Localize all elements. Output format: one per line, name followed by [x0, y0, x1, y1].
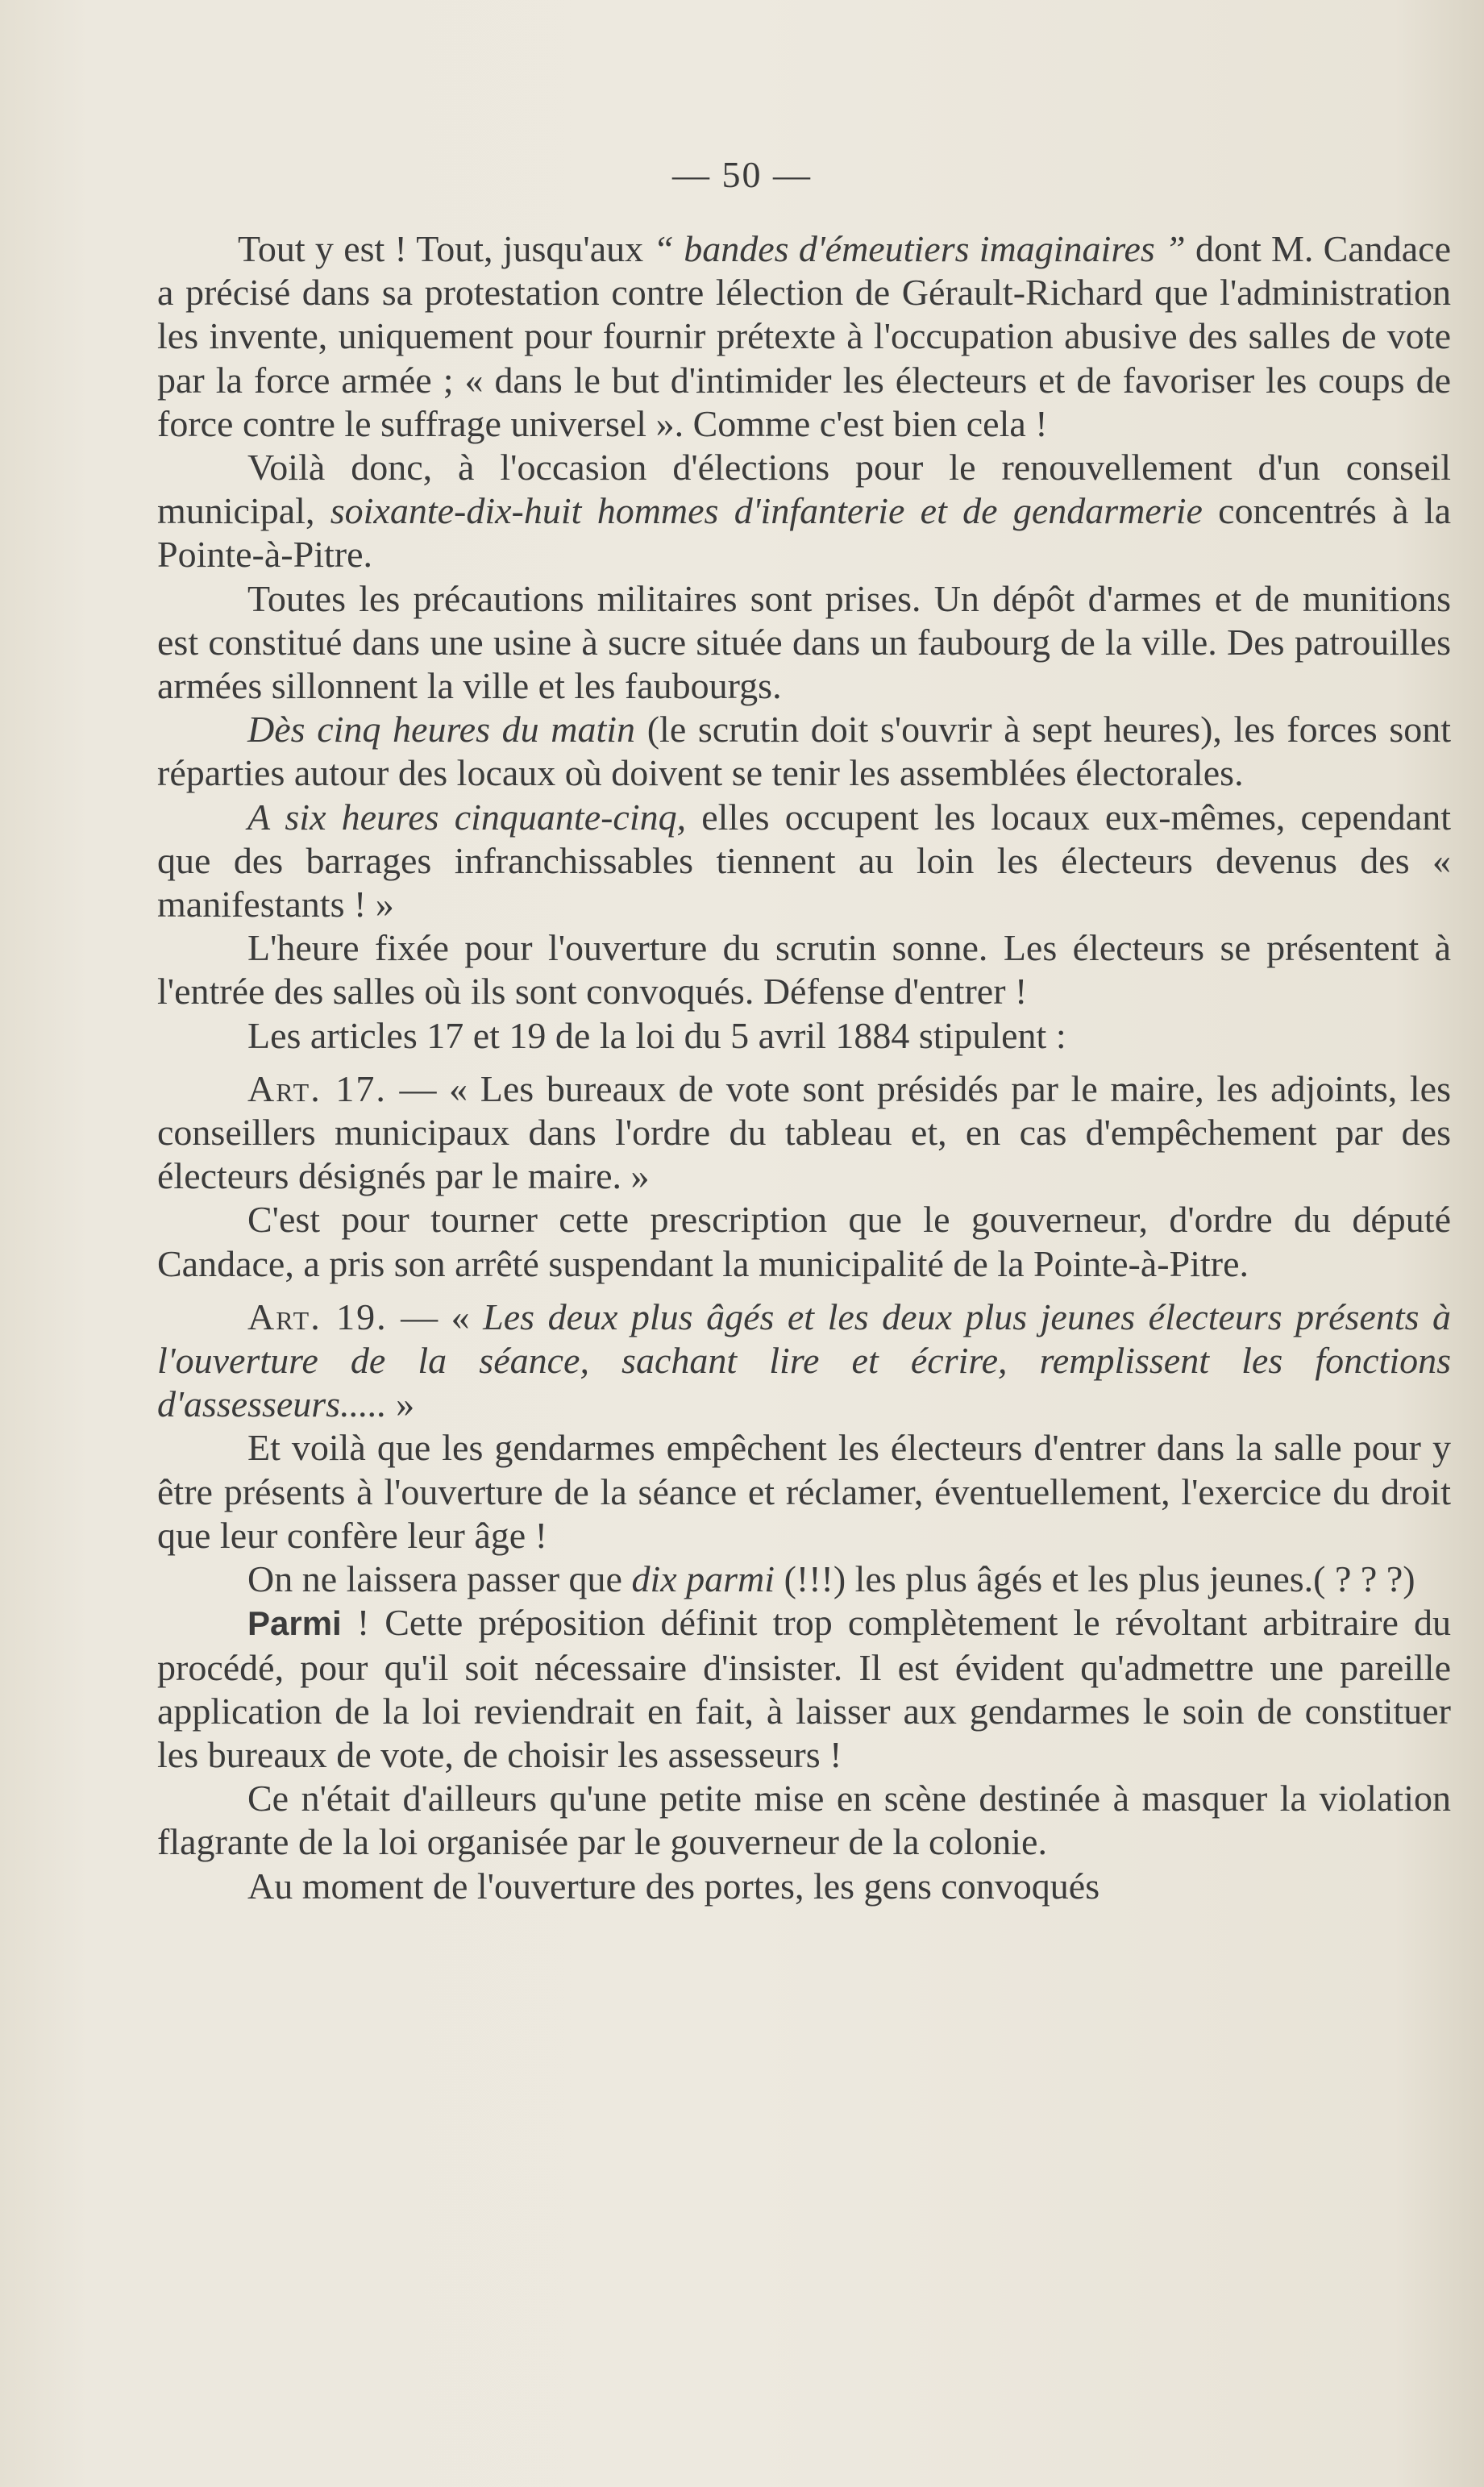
- article-19: Art. 19. — « Les deux plus âgés et les deux plus jeunes électeurs présents à l'ouverture de la séance, sachant lire et écrire, remplissent les fonctions d'assesseurs..... »: [157, 1295, 1451, 1425]
- paragraph-12: Ce n'était d'ailleurs qu'une petite mise en scène destinée à masquer la violation flagrante de la loi organisée par le gouverneur de la colonie.: [157, 1778, 1451, 1863]
- paragraph-13: Au moment de l'ouverture des portes, les gens convoqués: [247, 1865, 1100, 1907]
- paragraph-8: C'est pour tourner cette prescription que le gouverneur, d'ordre du député Candace, a pris son arrêté suspendant la municipalité de la Pointe-à-Pitre.: [157, 1199, 1451, 1284]
- paragraph-6: L'heure fixée pour l'ouverture du scrutin sonne. Les électeurs se présentent à l'entrée des salles où ils sont convoqués. Défense d'entrer !: [157, 927, 1451, 1013]
- paragraph-7: Les articles 17 et 19 de la loi du 5 avril 1884 stipulent :: [247, 1014, 1066, 1056]
- paragraph-11: Parmi ! Cette préposition définit trop complètement le révoltant arbitraire du procédé, pour qu'il soit nécessaire d'insister. Il est évident qu'admettre une pareille application de la loi reviendrait en fait, à laisser aux gendarmes le soin de constituer les bureaux de vote, de choisir les assesseurs !: [157, 1602, 1451, 1775]
- article-19-label: Art. 19.: [247, 1295, 388, 1337]
- troops-count: soixante-dix-huit hommes d'infanterie et de gendarmerie: [330, 490, 1203, 532]
- paragraph-5: A six heures cinquante-cinq, elles occupent les locaux eux-mêmes, cependant que des barrages infranchissables tiennent au loin les électeurs devenus des « manifestants ! »: [157, 796, 1451, 925]
- parmi-bold: Parmi: [247, 1604, 342, 1643]
- paragraph-4: Dès cinq heures du matin (le scrutin doit s'ouvrir à sept heures), les forces sont réparties autour des locaux où doivent se tenir les assemblées électorales.: [157, 709, 1452, 794]
- paragraph-3: Toutes les précautions militaires sont prises. Un dépôt d'armes et de munitions est constitué dans une usine à sucre située dans un faubourg de la ville. Des patrouilles armées sillonnent la ville et les faubourgs.: [157, 577, 1451, 707]
- page-body: [157, 227, 1451, 1908]
- quote-emeutiers: “ bandes d'émeutiers imaginaires ”: [653, 228, 1186, 269]
- paragraph-2: Voilà donc, à l'occasion d'élections pour le renouvellement d'un conseil municipal, soixante-dix-huit hommes d'infanterie et de gendarmerie concentrés à la Pointe-à-Pitre.: [157, 447, 1451, 576]
- paragraph-10: On ne laissera passer que dix parmi (!!!) les plus âgés et les plus jeunes.( ? ? ?): [247, 1558, 1415, 1600]
- article-17: Art. 17. — « Les bureaux de vote sont présidés par le maire, les adjoints, les conseillers municipaux dans l'ordre du tableau et, en cas d'empêchement par des électeurs désignés par le maire. »: [157, 1067, 1451, 1197]
- paragraph-9: Et voilà que les gendarmes empêchent les électeurs d'entrer dans la salle pour y être présents à l'ouverture de la séance et réclamer, éventuellement, l'exercice du droit que leur confère leur âge !: [157, 1427, 1451, 1556]
- paragraph-1: Tout y est ! Tout, jusqu'aux “ bandes d'émeutiers imaginaires ” dont M. Candace a précisé dans sa protestation contre lélection de Gérault-Richard que l'administration les invente, uniquement pour fournir prétexte à l'occupation abusive des salles de vote par la force armée ; « dans le but d'intimider les électeurs et de favoriser les coups de force contre le suffrage universel ». Comme c'est bien cela !: [157, 228, 1452, 444]
- page-number: — 50 —: [672, 154, 812, 195]
- article-17-label: Art. 17.: [247, 1067, 387, 1109]
